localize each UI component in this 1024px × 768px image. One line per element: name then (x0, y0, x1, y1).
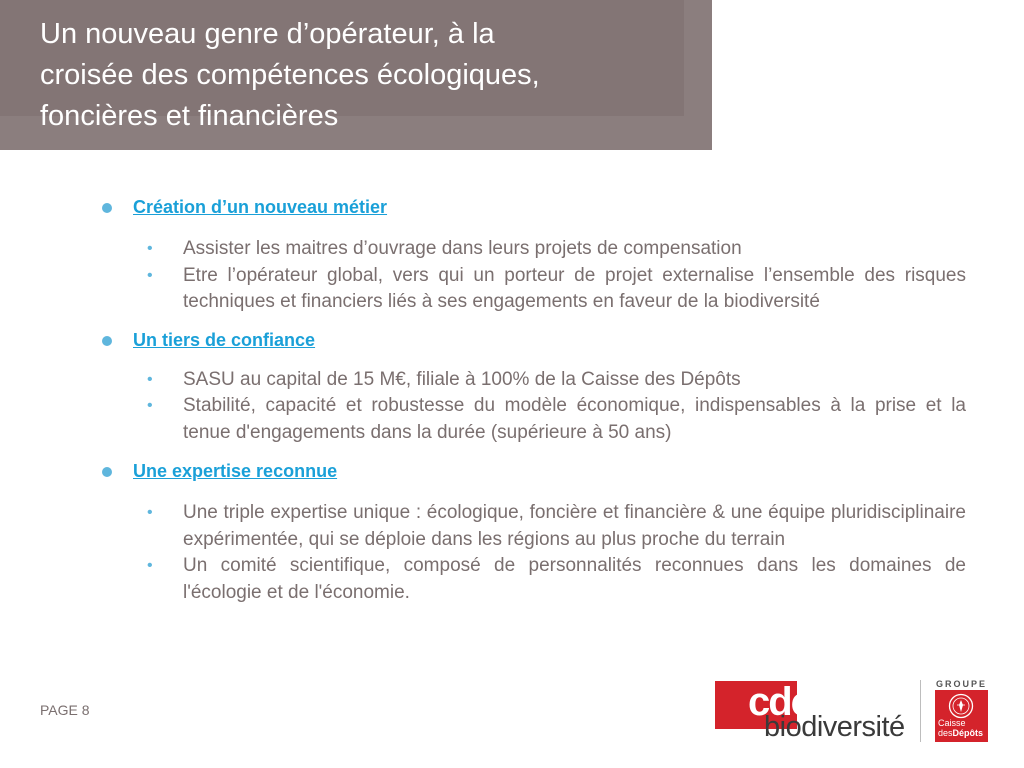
list-item (100, 367, 966, 394)
bullet-list (100, 500, 966, 606)
list-item (100, 236, 966, 263)
bullet-text: Une triple expertise unique : écologique, foncière et financière & une équipe pluridisciplinaire expérimentée, qui se déploie dans les régions au plus proche du terrain (183, 502, 966, 550)
content-body (100, 194, 966, 606)
des-depots-label (938, 728, 983, 738)
list-item (100, 500, 966, 553)
bullet-mark-icon: • (147, 397, 153, 414)
bullet-text: Assister les maitres d’ouvrage dans leurs projets de compensation (183, 238, 742, 259)
bullet-mark-icon: • (147, 266, 153, 284)
list-item (100, 263, 966, 316)
section-creation (100, 194, 966, 316)
section-heading-link[interactable]: Une expertise reconnue (133, 461, 338, 481)
section-expertise (100, 458, 966, 606)
groupe-label: GROUPE (936, 679, 988, 689)
list-item (100, 553, 966, 606)
bullet-dot-icon (102, 203, 112, 213)
page-title (40, 14, 680, 137)
bullet-text: Etre l’opérateur global, vers qui un porteur de projet externalise l’ensemble des risques techniques et financiers liés à ses engagements en faveur de la biodiversité (183, 264, 966, 312)
section-heading (100, 458, 966, 484)
section-heading-link[interactable]: Création d’un nouveau métier (133, 197, 388, 217)
depots-label: Dépôts (952, 728, 984, 738)
section-heading (100, 327, 966, 353)
bullet-text: Un comité scientifique, composé de personnalités reconnues dans les domaines de l'écologie et de l'économie. (183, 555, 966, 603)
section-heading-link[interactable]: Un tiers de confiance (133, 329, 316, 350)
title-line-1: Un nouveau genre d’opérateur, à la (40, 18, 495, 50)
section-heading (100, 194, 966, 220)
logo-divider (920, 680, 921, 742)
bullet-text: Stabilité, capacité et robustesse du modèle économique, indispensables à la prise et la tenue d'engagements dans la durée (supérieure à 50 ans) (183, 395, 966, 443)
section-confiance (100, 327, 966, 447)
caisse-label: Caisse (938, 718, 966, 728)
title-band (0, 0, 712, 150)
bullet-text: SASU au capital de 15 M€, filiale à 100% de la Caisse des Dépôts (183, 368, 741, 390)
caisse-des-depots-logo (935, 690, 988, 742)
des-label: des (938, 728, 953, 738)
list-item (100, 393, 966, 446)
biodiversite-logo-text: biodiversité (764, 711, 905, 743)
bullet-mark-icon: • (147, 557, 153, 574)
bullet-list (100, 367, 966, 447)
bullet-mark-icon: • (147, 240, 153, 257)
page-number: PAGE 8 (40, 702, 90, 718)
seal-icon (948, 693, 974, 719)
title-line-2: croisée des compétences écologiques, (40, 59, 540, 91)
cdc-logo-text: cdc (748, 680, 811, 724)
bullet-mark-icon: • (147, 370, 153, 388)
bullet-dot-icon (102, 336, 112, 346)
bullet-mark-icon: • (147, 504, 153, 521)
bullet-dot-icon (102, 467, 112, 477)
title-line-3: foncières et financières (40, 100, 339, 132)
bullet-list (100, 236, 966, 316)
